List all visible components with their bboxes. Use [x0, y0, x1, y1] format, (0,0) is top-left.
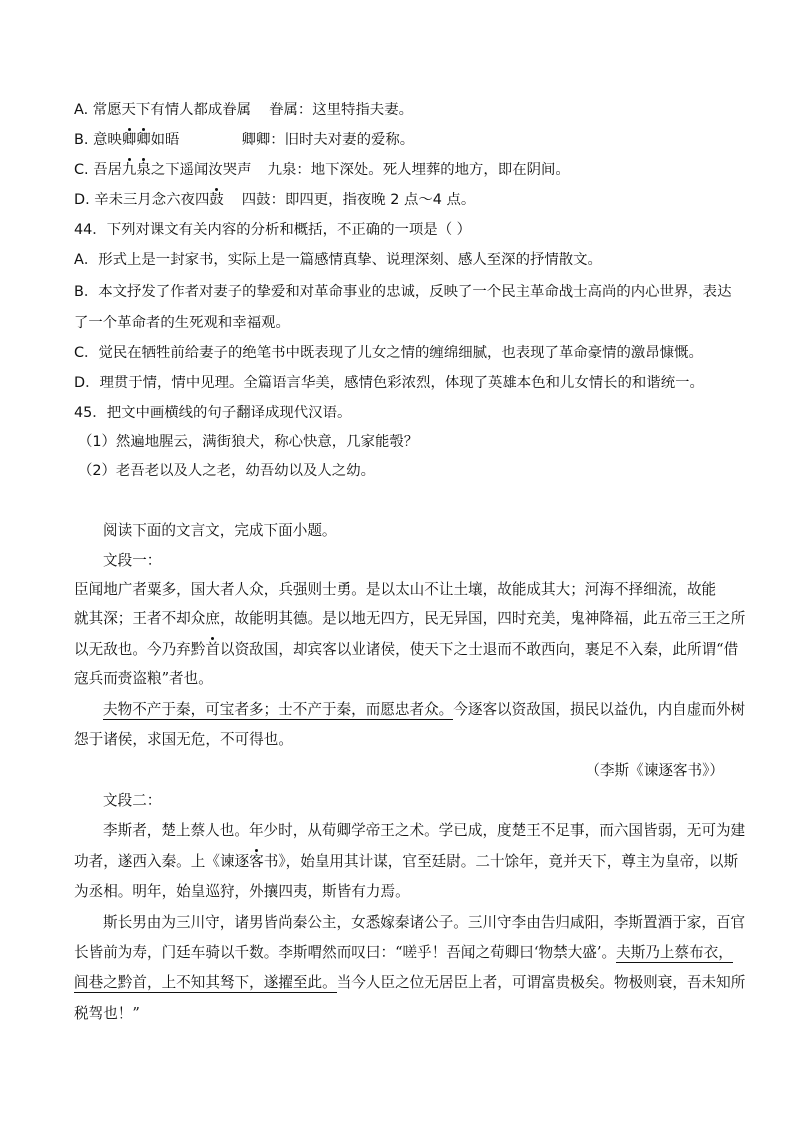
passage-2-line-1: 李斯者，楚上蔡人也。年少时，从荀卿学帝王之术。学已成，度楚王不足事，而六国皆弱，无可为建	[103, 822, 746, 839]
option-gloss: 九泉：地下深处。死人埋葬的地方，即在阴间。	[267, 162, 570, 178]
text-run: 以无敌也。今乃弃黔	[74, 641, 206, 658]
dotted-char: 泉	[136, 162, 151, 178]
underlined-sentence: 夫斯乃上蔡布衣，	[616, 944, 733, 961]
passage-1-line-4: 寇兵而赍盗粮”者也。	[74, 670, 213, 687]
passage-2-line-2	[74, 852, 738, 872]
passage-1-line-2: 就其深；王者不却众庶，故能明其德。是以地无四方，民无异国，四时充美，鬼神降福，此五帝三王之所	[74, 610, 746, 627]
question-44-stem: 44．下列对课文有关内容的分析和概括，不正确的一项是（ ）	[74, 222, 472, 238]
passage-1-para-2-line-2: 怨于诸侯，求国无危，不可得也。	[74, 731, 293, 748]
dotted-char: 卿	[121, 132, 137, 148]
dotted-char: 鼓	[209, 192, 224, 208]
passage-2-para-2-line-4: 税驾也！”	[74, 1005, 140, 1022]
question-44-option-b-line1: B．本文抒发了作者对妻子的挚爱和对革命事业的忠诚，反映了一个民主革命战士高尚的内心世界，表达	[74, 284, 732, 300]
dotted-char: 九	[122, 162, 137, 178]
option-letter: B.	[74, 132, 89, 148]
passage-2-para-2-line-1: 斯长男由为三川守，诸男皆尚秦公主，女悉嫁秦诸公子。三川守李由告归咸阳，李斯置酒于家，百官	[103, 914, 746, 931]
text-run: 今逐客以资敌国，损民以益仇，内自虚而外树	[453, 701, 746, 718]
question-44-option-b-line2: 了一个革命者的生死观和幸福观。	[74, 315, 290, 331]
reading-intro: 阅读下面的文言文，完成下面小题。	[103, 522, 337, 539]
option-phrase-pre: 辛未三月念六夜四	[94, 192, 210, 208]
text-run: 长皆前为寿，门廷车骑以千数。李斯喟然而叹曰：“嗟乎！吾闻之荀卿曰‘物禁大盛’。	[74, 944, 617, 961]
option-b	[74, 130, 414, 150]
text-run: 书》，始皇用其计谋，官至廷尉。二十馀年，竟并天下，尊主为皇帝，以斯	[263, 853, 739, 870]
passage-1-label: 文段一：	[103, 552, 162, 569]
dotted-char: 客	[249, 853, 264, 870]
underlined-sentence: 夫物不产于秦，可宝者多；士不产于秦，而愿忠者众。	[103, 701, 454, 718]
option-letter: C.	[74, 162, 89, 178]
option-d	[74, 190, 475, 210]
passage-2-para-2-line-3	[74, 973, 745, 993]
question-45-sentence-1: （1）然遍地腥云，满街狼犬，称心快意，几家能彀？	[78, 434, 419, 450]
question-44-option-c: C．觉民在牺牲前给妻子的绝笔书中既表现了儿女之情的缠绵细腻，也表现了革命豪情的激昂慷慨。	[74, 345, 703, 361]
option-phrase-pre: 吾居	[93, 162, 122, 178]
option-phrase-post: 之下遥闻汝哭声	[150, 162, 252, 178]
option-letter: D.	[74, 192, 90, 208]
text-run: 以资敌国，却宾客以业诸侯，使天下之士退而不敢西向，裹足不入秦，此所谓“借	[219, 641, 739, 658]
source-citation: （李斯《谏逐客书》）	[585, 762, 724, 779]
option-gloss: 卿卿：旧时夫对妻的爱称。	[241, 132, 415, 148]
question-45-stem: 45．把文中画横线的句子翻译成现代汉语。	[74, 405, 352, 421]
option-phrase-post: 如晤	[150, 132, 180, 148]
option-c	[74, 160, 570, 180]
dotted-char: 卿	[136, 132, 151, 148]
question-44-option-d: D．理贯于情，情中见理。全篇语言华美，感情色彩浓烈，体现了英雄本色和儿女情长的和谐统一。	[74, 375, 704, 391]
dotted-char: 首	[205, 641, 220, 658]
text-run: 功者，遂西入秦。上《谏逐	[74, 853, 250, 870]
option-phrase-pre: 意映	[93, 132, 122, 148]
passage-1-line-3	[74, 640, 738, 660]
passage-1-line-1: 臣闻地广者粟多，国大者人众，兵强则士勇。是以太山不让土壤，故能成其大；河海不择细流，故能	[74, 581, 717, 598]
text-run: 当今人臣之位无居臣上者，可谓富贵极矣。物极则衰，吾未知所	[336, 974, 746, 991]
question-45-sentence-2: （2）老吾老以及人之老，幼吾幼以及人之幼。	[78, 463, 375, 479]
option-phrase: 常愿天下有情人都成眷属	[92, 102, 252, 118]
underlined-sentence: 闾巷之黔首，上不知其驽下，遂擢至此。	[74, 974, 337, 991]
option-a	[74, 100, 413, 120]
option-letter: A.	[74, 102, 89, 118]
passage-2-para-2-line-2	[74, 943, 733, 963]
option-gloss: 四鼓：即四更，指夜晚 2 点～4 点。	[241, 192, 476, 208]
passage-2-label: 文段二：	[103, 792, 162, 809]
option-gloss: 眷属：这里特指夫妻。	[269, 102, 413, 118]
passage-1-para-2-line-1	[103, 700, 745, 720]
question-44-option-a: A．形式上是一封家书，实际上是一篇感情真挚、说理深刻、感人至深的抒情散文。	[74, 252, 602, 268]
passage-2-line-3: 为丞相。明年，始皇巡狩，外攘四夷，斯皆有力焉。	[74, 883, 410, 900]
